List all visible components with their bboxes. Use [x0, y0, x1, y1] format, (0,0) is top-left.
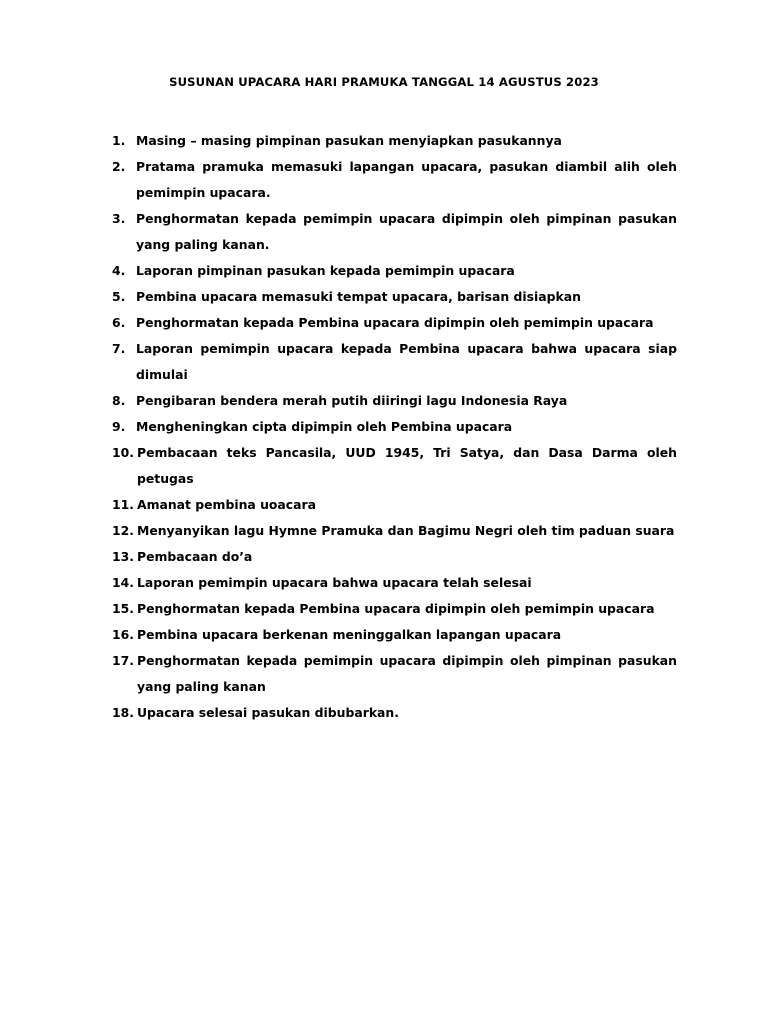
list-item: [112, 440, 677, 492]
item-number: 17.: [112, 653, 134, 668]
ceremony-steps-list: [112, 128, 677, 726]
item-text: Pembacaan do’a: [137, 549, 253, 564]
list-item: [112, 154, 677, 206]
list-item: [112, 622, 677, 648]
item-number: 11.: [112, 497, 134, 512]
list-item: [112, 206, 677, 258]
list-item: [112, 570, 677, 596]
item-text: Pratama pramuka memasuki lapangan upacara, pasukan diambil alih oleh pemimpin upacara.: [136, 159, 677, 200]
item-number: 2.: [112, 159, 126, 174]
item-text: Masing – masing pimpinan pasukan menyiapkan pasukannya: [136, 133, 562, 148]
item-text: Pengibaran bendera merah putih diiringi lagu Indonesia Raya: [136, 393, 568, 408]
list-item: [112, 258, 677, 284]
item-text: Penghormatan kepada Pembina upacara dipimpin oleh pemimpin upacara: [136, 315, 654, 330]
item-text: Pembacaan teks Pancasila, UUD 1945, Tri Satya, dan Dasa Darma oleh petugas: [137, 445, 677, 486]
item-text: Penghormatan kepada pemimpin upacara dipimpin oleh pimpinan pasukan yang paling kanan.: [136, 211, 677, 252]
item-number: 3.: [112, 211, 126, 226]
document-title: SUSUNAN UPACARA HARI PRAMUKA TANGGAL 14 AGUSTUS 2023: [169, 75, 599, 89]
item-number: 1.: [112, 133, 126, 148]
list-item: [112, 388, 677, 414]
item-number: 14.: [112, 575, 134, 590]
list-item: [112, 128, 677, 154]
item-number: 7.: [112, 341, 126, 356]
list-item: [112, 596, 677, 622]
list-item: [112, 544, 677, 570]
item-number: 5.: [112, 289, 126, 304]
item-text: Pembina upacara memasuki tempat upacara, barisan disiapkan: [136, 289, 581, 304]
item-number: 12.: [112, 523, 134, 538]
item-number: 13.: [112, 549, 134, 564]
list-item: [112, 648, 677, 700]
item-text: Penghormatan kepada Pembina upacara dipimpin oleh pemimpin upacara: [137, 601, 655, 616]
list-item: [112, 336, 677, 388]
item-text: Menyanyikan lagu Hymne Pramuka dan Bagimu Negri oleh tim paduan suara: [137, 523, 675, 538]
item-text: Laporan pemimpin upacara bahwa upacara telah selesai: [137, 575, 532, 590]
item-number: 16.: [112, 627, 134, 642]
item-number: 15.: [112, 601, 134, 616]
item-text: Upacara selesai pasukan dibubarkan.: [137, 705, 399, 720]
item-text: Laporan pimpinan pasukan kepada pemimpin upacara: [136, 263, 515, 278]
list-item: [112, 284, 677, 310]
item-text: Penghormatan kepada pemimpin upacara dipimpin oleh pimpinan pasukan yang paling kanan: [137, 653, 677, 694]
item-number: 8.: [112, 393, 126, 408]
list-item: [112, 518, 677, 544]
list-item: [112, 310, 677, 336]
item-text: Laporan pemimpin upacara kepada Pembina upacara bahwa upacara siap dimulai: [136, 341, 677, 382]
list-item: [112, 414, 677, 440]
item-number: 4.: [112, 263, 126, 278]
item-number: 6.: [112, 315, 126, 330]
item-number: 10.: [112, 445, 134, 460]
item-text: Amanat pembina uoacara: [137, 497, 316, 512]
item-text: Pembina upacara berkenan meninggalkan lapangan upacara: [137, 627, 562, 642]
item-number: 18.: [112, 705, 134, 720]
list-item: [112, 492, 677, 518]
list-item: [112, 700, 677, 726]
item-number: 9.: [112, 419, 126, 434]
item-text: Mengheningkan cipta dipimpin oleh Pembina upacara: [136, 419, 513, 434]
